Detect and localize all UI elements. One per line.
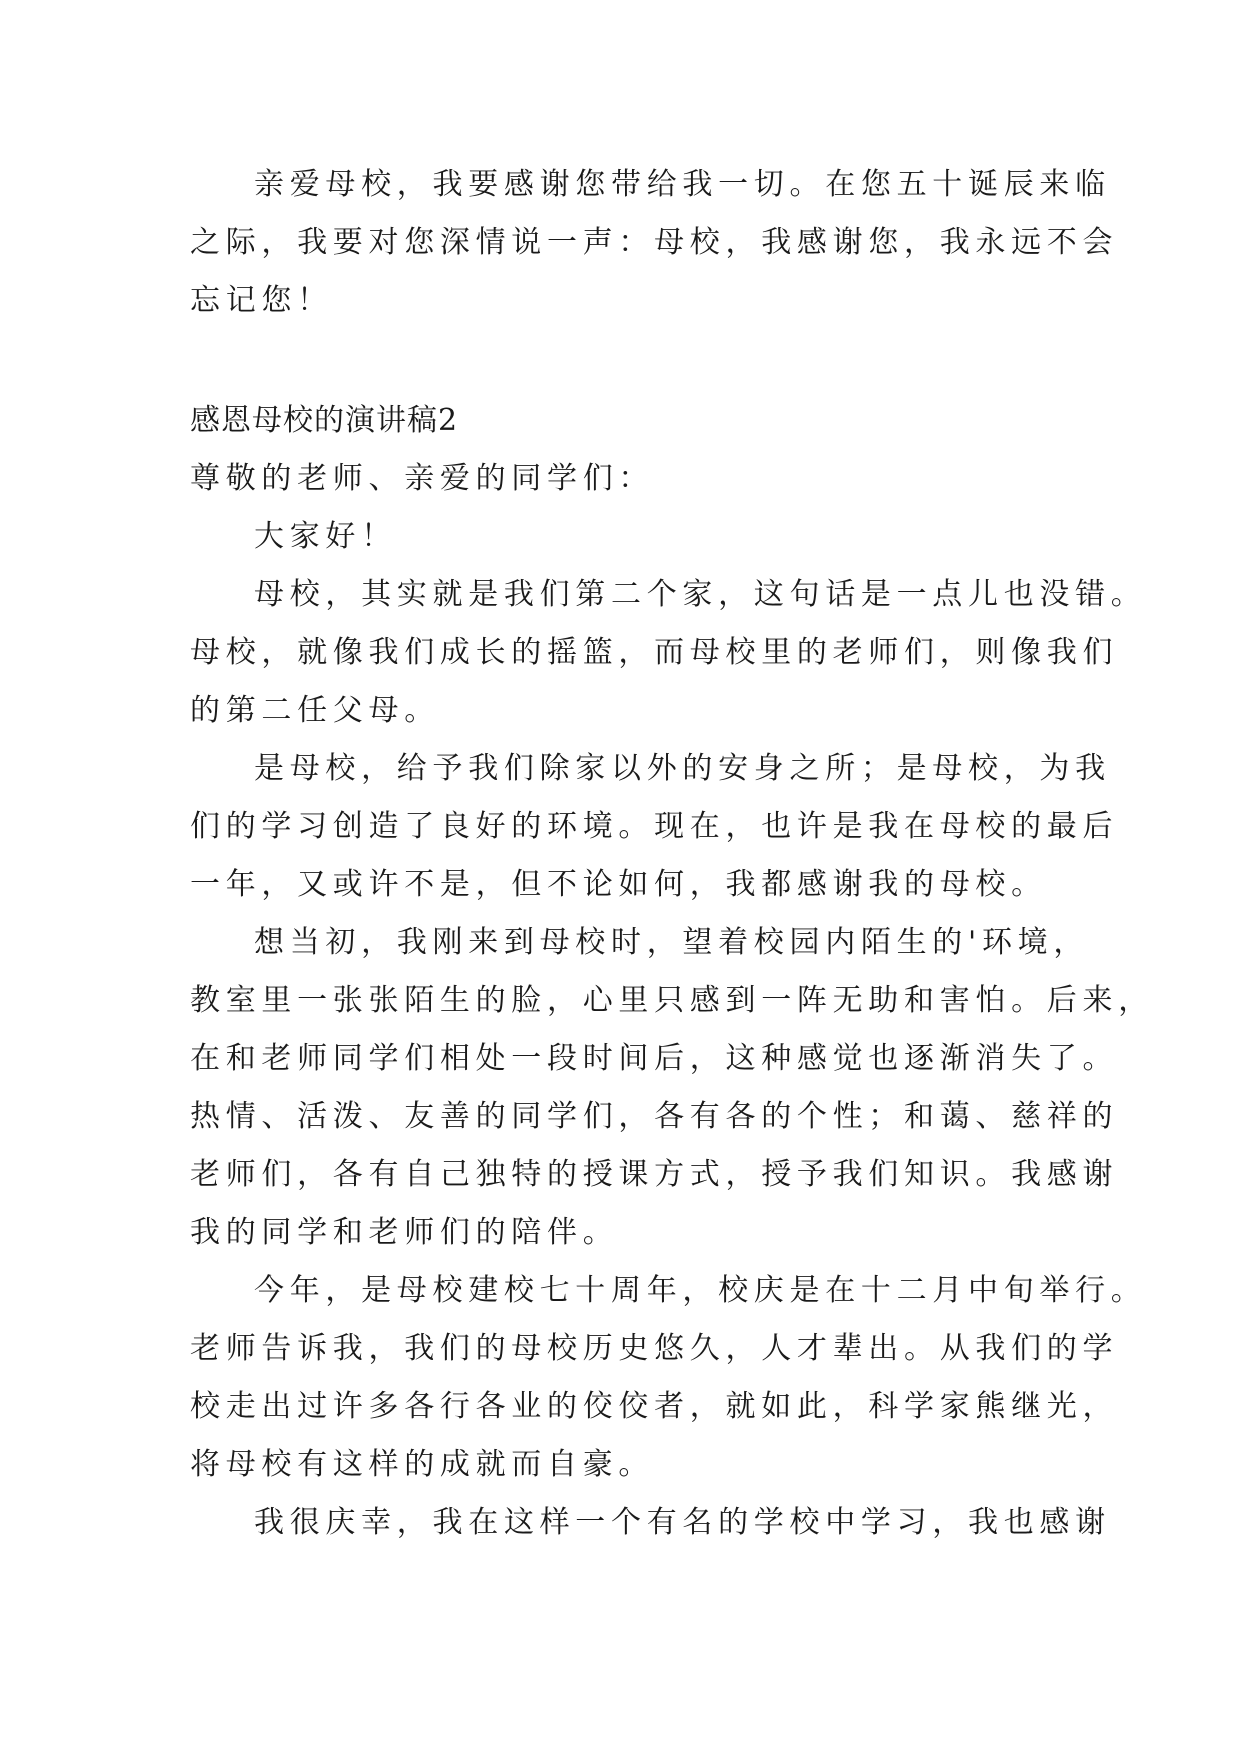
paragraph-4-line-4: 热情、活泼、友善的同学们，各有各的个性；和蔼、慈祥的 — [190, 1099, 1119, 1134]
paragraph-5-line-4: 将母校有这样的成就而自豪。 — [190, 1447, 655, 1482]
greeting: 大家好！ — [254, 519, 397, 554]
paragraph-1-line-3: 忘记您！ — [190, 283, 333, 318]
paragraph-2-line-1: 母校，其实就是我们第二个家，这句话是一点儿也没错。 — [254, 577, 1147, 612]
paragraph-5-line-3: 校走出过许多各行各业的佼佼者，就如此，科学家熊继光， — [190, 1389, 1119, 1424]
paragraph-4-line-2: 教室里一张张陌生的脸，心里只感到一阵无助和害怕。后来， — [190, 983, 1154, 1018]
paragraph-3-line-3: 一年，又或许不是，但不论如何，我都感谢我的母校。 — [190, 867, 1047, 902]
paragraph-4-line-1: 想当初，我刚来到母校时，望着校园内陌生的'环境， — [254, 925, 1090, 960]
paragraph-3-line-1: 是母校，给予我们除家以外的安身之所；是母校，为我 — [254, 751, 1111, 786]
paragraph-4-line-6: 我的同学和老师们的陪伴。 — [190, 1215, 619, 1250]
paragraph-4-line-5: 老师们，各有自己独特的授课方式，授予我们知识。我感谢 — [190, 1157, 1119, 1192]
paragraph-2-line-2: 母校，就像我们成长的摇篮，而母校里的老师们，则像我们 — [190, 635, 1119, 670]
paragraph-5-line-1: 今年，是母校建校七十周年，校庆是在十二月中旬举行。 — [254, 1273, 1147, 1308]
salutation: 尊敬的老师、亲爱的同学们： — [190, 461, 655, 496]
paragraph-1-line-2: 之际，我要对您深情说一声：母校，我感谢您，我永远不会 — [190, 225, 1119, 260]
paragraph-2-line-3: 的第二任父母。 — [190, 693, 440, 728]
section-heading: 感恩母校的演讲稿2 — [190, 403, 459, 438]
paragraph-5-line-2: 老师告诉我，我们的母校历史悠久，人才辈出。从我们的学 — [190, 1331, 1119, 1366]
paragraph-3-line-2: 们的学习创造了良好的环境。现在，也许是我在母校的最后 — [190, 809, 1119, 844]
paragraph-4-line-3: 在和老师同学们相处一段时间后，这种感觉也逐渐消失了。 — [190, 1041, 1119, 1076]
paragraph-6-line-1: 我很庆幸，我在这样一个有名的学校中学习，我也感谢 — [254, 1505, 1111, 1540]
paragraph-1-line-1: 亲爱母校，我要感谢您带给我一切。在您五十诞辰来临 — [254, 167, 1111, 202]
